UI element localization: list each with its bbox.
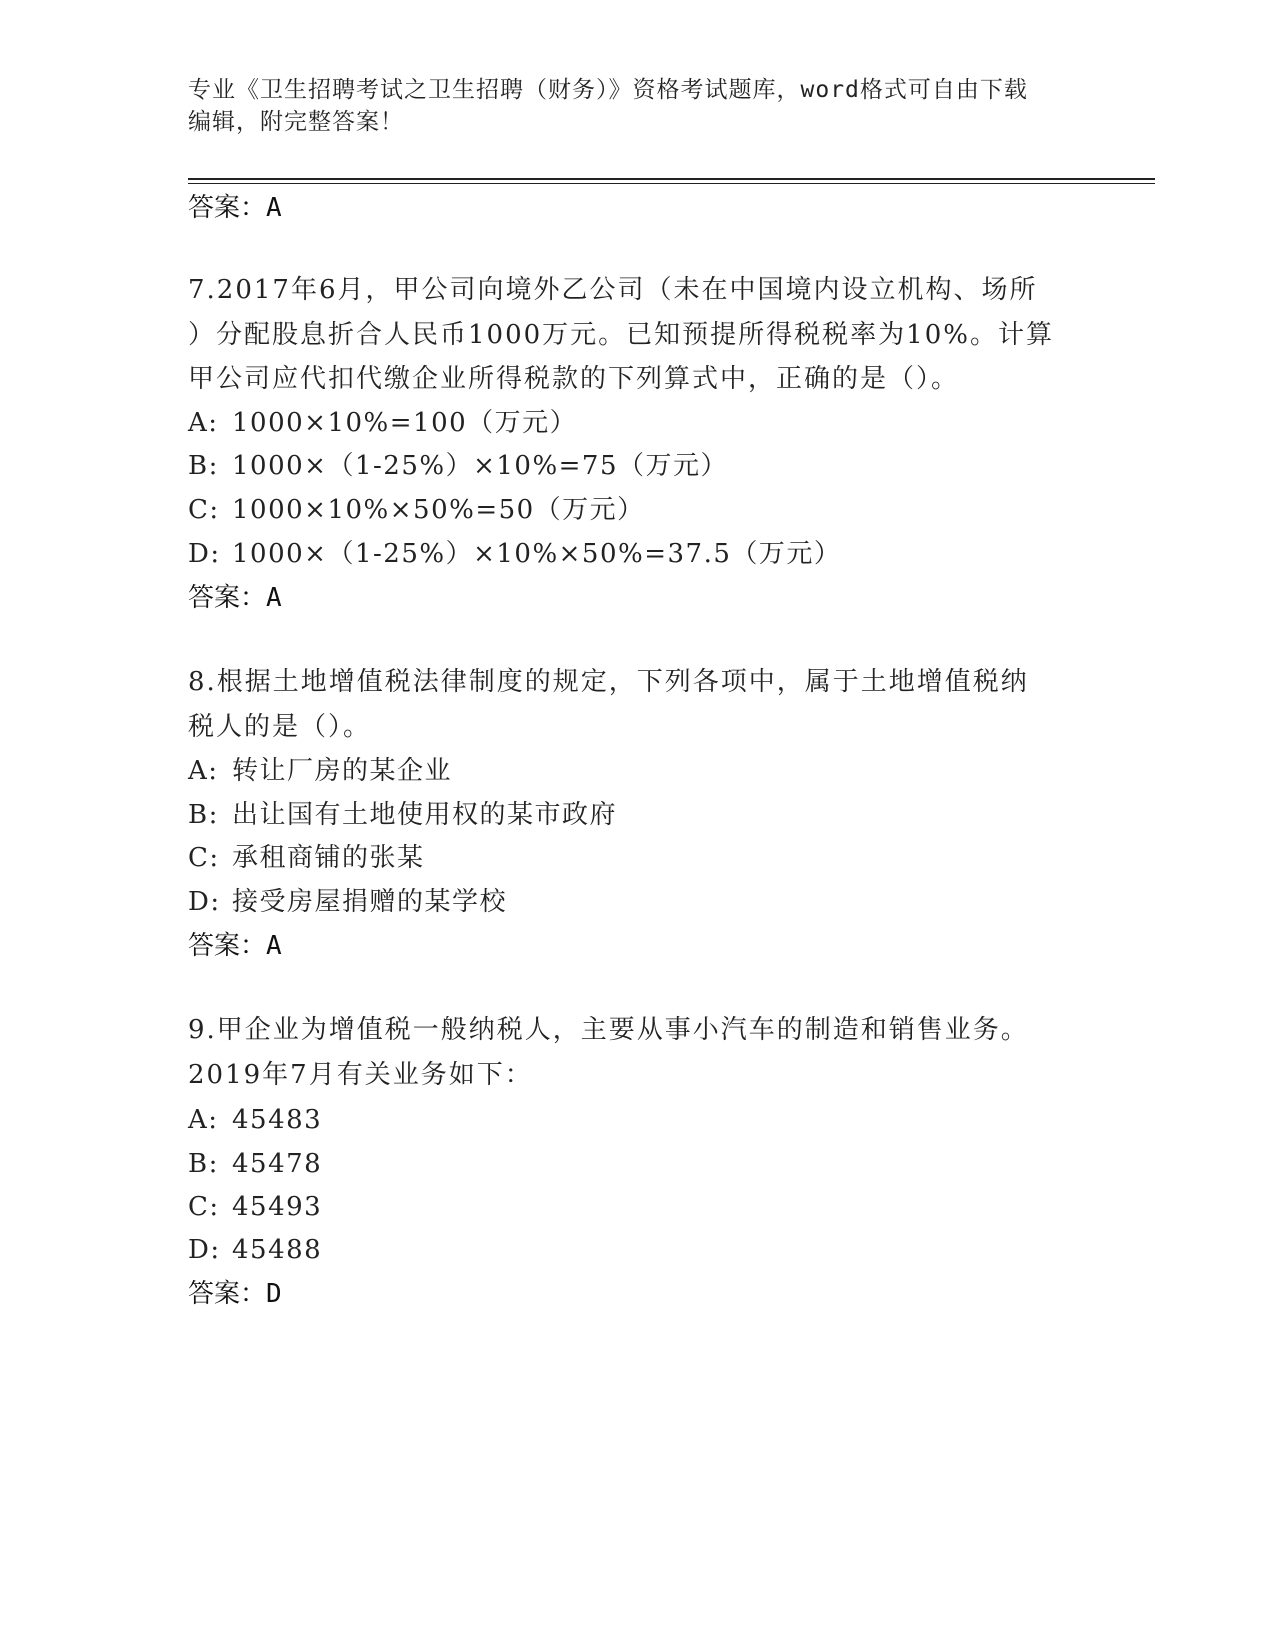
question-7-option-a (188, 405, 1088, 441)
question-8-text (188, 660, 1068, 749)
question-7-option-c (188, 492, 1088, 528)
option-letter: C: (188, 1192, 220, 1222)
option-text: 45483 (232, 1105, 323, 1135)
question-line: 税人的是（）。 (188, 711, 372, 742)
option-letter: B: (188, 1149, 219, 1179)
question-9-option-d (188, 1232, 1088, 1268)
option-text: 1000×（1-25%）×10%×50%=37.5（万元） (232, 539, 842, 569)
option-letter: B: (188, 451, 219, 481)
option-letter: A: (188, 756, 219, 786)
question-9-text (188, 1008, 1068, 1097)
question-7-option-d (188, 536, 1088, 572)
answer-previous: 答案：A (188, 193, 282, 223)
question-7-text (188, 268, 1068, 402)
question-line: 7.2017年6月，甲公司向境外乙公司（未在中国境内设立机构、场所 (188, 275, 1038, 305)
question-8-answer: 答案：A (188, 931, 282, 961)
option-letter: C: (188, 495, 220, 525)
option-text: 1000×10%=100（万元） (232, 408, 578, 438)
option-text: 45478 (232, 1149, 323, 1179)
question-line: 9.甲企业为增值税一般纳税人，主要从事小汽车的制造和销售业务。 (188, 1015, 1029, 1045)
option-letter: A: (188, 408, 219, 438)
option-letter: D: (188, 1235, 221, 1265)
question-9-option-c (188, 1189, 1088, 1225)
header-line-1: 专业《卫生招聘考试之卫生招聘（财务）》资格考试题库，word格式可自由下载 (188, 77, 1028, 103)
option-text: 出让国有土地使用权的某市政府 (232, 800, 618, 830)
option-letter: D: (188, 539, 221, 569)
option-letter: A: (188, 1105, 219, 1135)
option-text: 1000×10%×50%=50（万元） (232, 495, 645, 525)
question-8-option-a (188, 753, 1088, 789)
question-9-answer: 答案：D (188, 1279, 282, 1309)
option-text: 45488 (232, 1235, 323, 1265)
header-rule-thin (188, 183, 1155, 184)
option-text: 45493 (232, 1192, 323, 1222)
question-8-option-c (188, 840, 1088, 876)
option-letter: C: (188, 843, 220, 873)
question-line: 8.根据土地增值税法律制度的规定，下列各项中，属于土地增值税纳 (188, 667, 1029, 697)
option-letter: D: (188, 887, 221, 917)
option-text: 转让厂房的某企业 (232, 756, 453, 786)
question-8-option-d (188, 884, 1088, 920)
question-line: 甲公司应代扣代缴企业所得税款的下列算式中，正确的是（）。 (188, 364, 960, 394)
option-text: 接受房屋捐赠的某学校 (232, 887, 508, 917)
question-9-option-b (188, 1146, 1088, 1182)
option-text: 承租商铺的张某 (232, 843, 425, 873)
question-7-answer: 答案：A (188, 583, 282, 613)
header-line-2: 编辑，附完整答案！ (188, 109, 404, 135)
question-line: 2019年7月有关业务如下： (188, 1059, 533, 1090)
option-text: 1000×（1-25%）×10%=75（万元） (232, 451, 729, 481)
question-7-option-b (188, 448, 1088, 484)
question-9-option-a (188, 1102, 1088, 1138)
question-8-option-b (188, 797, 1088, 833)
question-line: ）分配股息折合人民币1000万元。已知预提所得税税率为10%。计算 (188, 319, 1054, 350)
header-rule-thick (188, 178, 1155, 180)
document-header (188, 74, 1068, 138)
option-letter: B: (188, 800, 219, 830)
